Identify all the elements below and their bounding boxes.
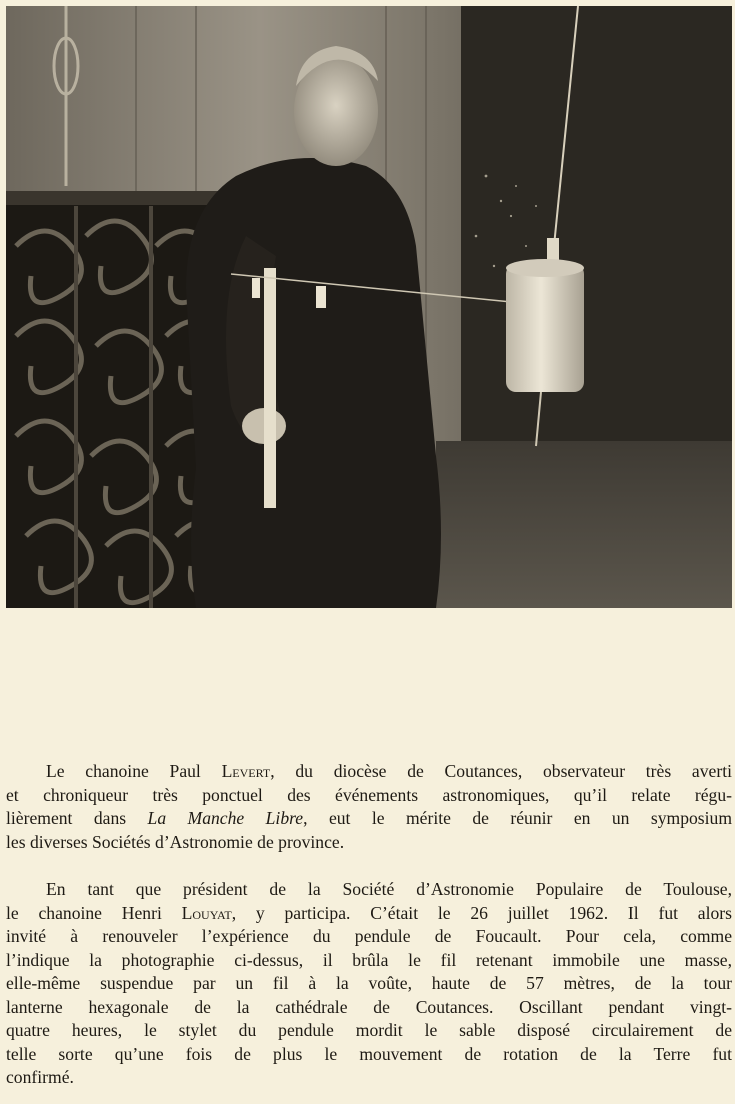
p1-line-3-a: lièrement dans — [6, 808, 148, 828]
pendulum-photo-illustration — [6, 6, 732, 608]
p2-line-2-a: le chanoine Henri — [6, 902, 182, 923]
p2-line-2 — [6, 902, 732, 926]
paragraph-levert — [6, 760, 733, 854]
p1-line-1 — [46, 760, 732, 784]
p1-line-4: les diverses Sociétés d’Astronomie de province. — [6, 831, 345, 852]
p2-line-9: confirmé. — [6, 1067, 74, 1087]
name-levert: Levert — [221, 761, 271, 781]
p2-line-7: quatre heures, le stylet du pendule mordit le sable disposé circulairement de — [6, 1020, 732, 1040]
p2-line-1: En tant que président de la Société d’Astronomie Populaire de Toulouse, — [46, 879, 732, 899]
article-text — [6, 760, 733, 1090]
p2-line-5: elle-même suspendue par un fil à la voûte, haute de 57 mètres, de la tour — [6, 973, 732, 993]
p1-line-1-a: Le chanoine Paul — [46, 761, 222, 781]
p1-line-3 — [6, 807, 732, 831]
p2-line-8: telle sorte qu’une fois de plus le mouvement de rotation de la Terre fut — [6, 1043, 732, 1064]
p2-line-3: invité à renouveler l’expérience du pendule de Foucault. Pour cela, comme — [6, 926, 732, 946]
paragraph-louyat — [6, 878, 732, 1090]
p1-line-1-b: , du diocèse de Coutances, observateur très averti — [270, 761, 732, 781]
name-louyat: Louyat — [181, 902, 232, 923]
p2-line-4: l’indique la photographie ci-dessus, il brûla le fil retenant immobile une masse, — [6, 949, 732, 970]
historical-photograph — [6, 6, 732, 608]
newspaper-title: La Manche Libre — [147, 808, 304, 828]
p2-line-6: lanterne hexagonale de la cathédrale de Coutances. Oscillant pendant vingt- — [6, 996, 732, 1017]
p1-line-2: et chroniqueur très ponctuel des événements astronomiques, qu’il relate régu- — [6, 784, 732, 805]
p1-line-3-b: , eut le mérite de réunir en un symposium — [303, 808, 733, 828]
p2-line-2-b: , y participa. C’était le 26 juillet 1962. Il fut alors — [231, 902, 732, 923]
